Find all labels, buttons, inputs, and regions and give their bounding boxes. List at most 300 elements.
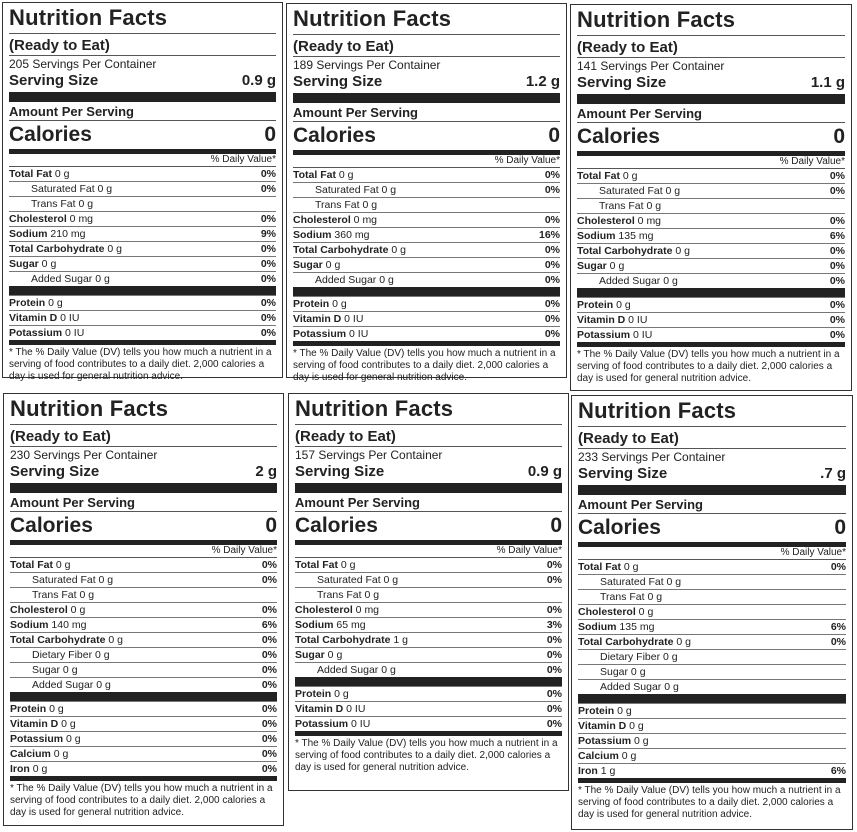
nutrient-name: Protein — [293, 298, 330, 310]
nutrient-name: Saturated Fat 0 g — [315, 184, 397, 196]
nutrient-name: Sodium — [577, 230, 616, 242]
nutrient-amount: 0 IU — [57, 312, 80, 324]
nutrient-row — [293, 311, 560, 326]
nutrient-name: Cholesterol — [578, 606, 636, 618]
calories-label: Calories — [295, 514, 378, 537]
daily-value-footnote: * The % Daily Value (DV) tells you how much a nutrient in a serving of food contributes to a daily diet. 2,000 calories a day is used for general nutrition advice. — [578, 778, 846, 821]
nutrient-daily-value: 0% — [544, 214, 560, 226]
nutrient-row — [578, 718, 846, 733]
servings-per-container: 157 Servings Per Container — [295, 446, 562, 462]
nutrient-row — [9, 256, 276, 271]
nutrient-amount: 0 g — [388, 244, 406, 256]
daily-value-header: % Daily Value* — [293, 155, 560, 168]
nutrient-daily-value: 0% — [261, 748, 277, 760]
amount-per-serving: Amount Per Serving — [10, 495, 135, 510]
nutrient-name: Protein — [577, 299, 614, 311]
nutrient-amount: 0 g — [631, 735, 649, 747]
label-title: Nutrition Facts — [578, 398, 846, 427]
nutrient-row — [295, 558, 562, 572]
nutrient-name: Total Fat — [295, 559, 338, 571]
nutrient-amount: 0 IU — [62, 327, 85, 339]
nutrient-row — [293, 168, 560, 182]
nutrient-amount: 0 g — [105, 634, 123, 646]
daily-value-footnote: * The % Daily Value (DV) tells you how much a nutrient in a serving of food contributes to a daily diet. 2,000 calories a day is used for general nutrition advice. — [9, 340, 276, 383]
nutrient-amount: 0 g — [606, 260, 625, 272]
nutrient-daily-value: 0% — [260, 243, 276, 255]
nutrient-daily-value: 0% — [261, 703, 277, 715]
nutrient-name: Cholesterol — [293, 214, 351, 226]
nutrient-daily-value: 9% — [260, 228, 276, 240]
calories-row — [293, 121, 560, 155]
nutrient-row — [293, 272, 560, 296]
calories-row — [295, 511, 562, 545]
nutrient-daily-value: 0% — [261, 649, 277, 661]
nutrient-row — [577, 228, 845, 243]
nutrient-amount: 0 mg — [634, 215, 662, 227]
nutrient-row — [9, 295, 276, 310]
nutrient-daily-value: 0% — [829, 260, 845, 272]
nutrient-row — [578, 589, 846, 604]
nutrient-row — [9, 167, 276, 181]
nutrient-amount: 0 g — [620, 561, 639, 573]
nutrient-row — [577, 183, 845, 198]
calories-label: Calories — [9, 123, 92, 146]
nutrient-row — [10, 587, 277, 602]
nutrient-name: Protein — [9, 297, 46, 309]
serving-size-label: Serving Size — [295, 463, 385, 480]
nutrient-row — [577, 169, 845, 183]
nutrient-amount: 0 g — [673, 636, 691, 648]
nutrient-name: Trans Fat 0 g — [32, 589, 95, 601]
nutrition-label-1 — [2, 2, 283, 382]
amount-per-serving: Amount Per Serving — [9, 104, 134, 119]
nutrient-row — [578, 703, 846, 718]
nutrient-row — [293, 242, 560, 257]
calories-value: 0 — [834, 516, 846, 539]
nutrient-row — [10, 617, 277, 632]
nutrient-row — [577, 297, 845, 312]
nutrient-name: Total Fat — [293, 169, 336, 181]
nutrient-row — [293, 197, 560, 212]
nutrient-name: Potassium — [293, 328, 347, 340]
nutrient-daily-value: 0% — [544, 244, 560, 256]
serving-size-value: .7 g — [820, 465, 846, 482]
nutrient-name: Vitamin D — [9, 312, 58, 324]
nutrient-row — [10, 731, 277, 746]
nutrient-daily-value: 6% — [261, 619, 277, 631]
nutrient-name: Saturated Fat 0 g — [599, 185, 681, 197]
nutrient-daily-value: 0% — [546, 649, 562, 661]
nutrient-row — [10, 558, 277, 572]
nutrient-row — [293, 257, 560, 272]
nutrient-daily-value: 0% — [546, 574, 562, 586]
nutrient-row — [10, 701, 277, 716]
nutrition-label-3 — [570, 4, 852, 391]
nutrient-daily-value: 0% — [546, 634, 562, 646]
amount-per-serving: Amount Per Serving — [578, 497, 703, 512]
nutrient-amount: 0 g — [50, 748, 69, 760]
nutrient-row — [578, 649, 846, 664]
serving-size-value: 1.2 g — [525, 73, 560, 90]
daily-value-header: % Daily Value* — [10, 545, 277, 558]
nutrient-name: Total Carbohydrate — [293, 244, 389, 256]
nutrient-row — [9, 271, 276, 295]
calories-label: Calories — [10, 514, 93, 537]
nutrient-daily-value: 0% — [546, 604, 562, 616]
nutrient-name: Added Sugar 0 g — [317, 664, 396, 676]
nutrient-amount: 0 g — [618, 750, 637, 762]
nutrient-name: Cholesterol — [577, 215, 635, 227]
nutrient-amount: 0 g — [29, 763, 48, 775]
nutrient-name: Added Sugar 0 g — [315, 274, 394, 286]
daily-value-header: % Daily Value* — [578, 547, 846, 560]
nutrient-daily-value: 0% — [544, 259, 560, 271]
nutrient-name: Sodium — [9, 228, 48, 240]
nutrient-row — [577, 273, 845, 297]
amount-per-serving: Amount Per Serving — [295, 495, 420, 510]
nutrient-list — [9, 167, 276, 340]
nutrient-row — [578, 679, 846, 703]
nutrient-daily-value: 6% — [830, 765, 846, 777]
nutrient-amount: 1 g — [597, 765, 616, 777]
calories-value: 0 — [548, 124, 560, 147]
nutrient-list — [295, 558, 562, 731]
nutrient-list — [293, 168, 560, 341]
nutrient-row — [295, 686, 562, 701]
serving-size — [10, 462, 277, 493]
label-subtitle: (Ready to Eat) — [293, 38, 394, 55]
nutrient-daily-value: 0% — [260, 297, 276, 309]
nutrient-daily-value: 0% — [544, 328, 560, 340]
label-subtitle: (Ready to Eat) — [577, 39, 678, 56]
nutrient-name: Protein — [10, 703, 47, 715]
nutrient-amount: 0 IU — [341, 313, 364, 325]
calories-row — [10, 511, 277, 545]
nutrient-amount: 0 g — [322, 259, 341, 271]
nutrient-name: Saturated Fat 0 g — [600, 576, 682, 588]
nutrient-daily-value: 3% — [546, 619, 562, 631]
nutrition-label-6 — [571, 395, 853, 830]
calories-label: Calories — [578, 516, 661, 539]
serving-size — [293, 72, 560, 103]
nutrient-name: Protein — [578, 705, 615, 717]
servings-per-container: 233 Servings Per Container — [578, 448, 846, 464]
nutrient-row — [10, 662, 277, 677]
nutrient-name: Total Fat — [578, 561, 621, 573]
daily-value-footnote: * The % Daily Value (DV) tells you how much a nutrient in a serving of food contributes to a daily diet. 2,000 calories a day is used for general nutrition advice. — [293, 341, 560, 384]
servings-per-container: 205 Servings Per Container — [9, 55, 276, 71]
nutrient-daily-value: 6% — [830, 621, 846, 633]
nutrient-name: Calcium — [578, 750, 619, 762]
nutrient-daily-value: 0% — [260, 273, 276, 285]
nutrient-row — [295, 572, 562, 587]
nutrient-row — [9, 226, 276, 241]
serving-size-value: 0.9 g — [527, 463, 562, 480]
nutrient-amount: 1 g — [390, 634, 408, 646]
nutrient-amount: 0 g — [67, 604, 86, 616]
nutrient-row — [578, 604, 846, 619]
nutrient-row — [578, 574, 846, 589]
nutrient-name: Sugar — [9, 258, 39, 270]
nutrient-daily-value: 0% — [260, 183, 276, 195]
nutrient-name: Iron — [10, 763, 30, 775]
serving-size-label: Serving Size — [293, 73, 383, 90]
nutrient-daily-value: 0% — [829, 329, 845, 341]
calories-value: 0 — [833, 125, 845, 148]
nutrient-daily-value: 16% — [538, 229, 560, 241]
nutrient-name: Calcium — [10, 748, 51, 760]
nutrient-row — [293, 296, 560, 311]
label-subtitle: (Ready to Eat) — [9, 37, 110, 54]
nutrient-name: Total Carbohydrate — [578, 636, 674, 648]
nutrient-name: Sugar 0 g — [32, 664, 78, 676]
calories-row — [578, 513, 846, 547]
nutrient-row — [295, 662, 562, 686]
nutrient-name: Added Sugar 0 g — [599, 275, 678, 287]
serving-size — [9, 71, 276, 102]
nutrient-daily-value: 0% — [260, 312, 276, 324]
nutrient-amount: 0 g — [614, 705, 632, 717]
nutrient-name: Vitamin D — [578, 720, 627, 732]
nutrition-label-2 — [286, 3, 567, 383]
nutrient-daily-value: 0% — [829, 170, 845, 182]
nutrient-amount: 0 g — [619, 170, 638, 182]
nutrient-row — [577, 198, 845, 213]
nutrient-row — [9, 310, 276, 325]
nutrient-daily-value: 0% — [261, 763, 277, 775]
nutrient-name: Trans Fat 0 g — [315, 199, 378, 211]
label-title: Nutrition Facts — [577, 7, 845, 36]
nutrient-daily-value: 0% — [829, 299, 845, 311]
nutrient-row — [10, 632, 277, 647]
nutrient-name: Total Fat — [10, 559, 53, 571]
nutrient-list — [577, 169, 845, 342]
nutrient-name: Saturated Fat 0 g — [31, 183, 113, 195]
nutrient-name: Potassium — [10, 733, 64, 745]
nutrient-row — [578, 619, 846, 634]
nutrient-name: Sodium — [295, 619, 334, 631]
serving-size-label: Serving Size — [578, 465, 668, 482]
nutrient-amount: 135 mg — [615, 230, 654, 242]
nutrient-row — [295, 632, 562, 647]
nutrient-name: Total Carbohydrate — [295, 634, 391, 646]
nutrient-name: Trans Fat 0 g — [31, 198, 94, 210]
nutrient-amount: 0 IU — [348, 718, 371, 730]
nutrient-name: Sugar 0 g — [600, 666, 646, 678]
nutrient-amount: 0 g — [104, 243, 122, 255]
serving-size-label: Serving Size — [9, 72, 99, 89]
nutrient-list — [10, 558, 277, 776]
nutrient-name: Cholesterol — [295, 604, 353, 616]
nutrient-row — [295, 701, 562, 716]
servings-per-container: 189 Servings Per Container — [293, 56, 560, 72]
nutrient-amount: 210 mg — [47, 228, 86, 240]
nutrient-daily-value: 0% — [261, 718, 277, 730]
nutrient-name: Total Fat — [9, 168, 52, 180]
nutrient-amount: 0 g — [635, 606, 654, 618]
daily-value-footnote: * The % Daily Value (DV) tells you how much a nutrient in a serving of food contributes to a daily diet. 2,000 calories a day is used for general nutrition advice. — [10, 776, 277, 819]
nutrient-name: Vitamin D — [577, 314, 626, 326]
nutrient-daily-value: 0% — [830, 636, 846, 648]
nutrient-name: Sugar — [577, 260, 607, 272]
nutrient-name: Trans Fat 0 g — [599, 200, 662, 212]
label-title: Nutrition Facts — [293, 6, 560, 35]
nutrient-name: Added Sugar 0 g — [31, 273, 110, 285]
nutrient-row — [577, 312, 845, 327]
nutrient-row — [578, 748, 846, 763]
nutrient-amount: 0 g — [613, 299, 631, 311]
nutrient-name: Trans Fat 0 g — [600, 591, 663, 603]
nutrient-row — [293, 227, 560, 242]
nutrient-name: Vitamin D — [10, 718, 59, 730]
nutrient-daily-value: 0% — [261, 604, 277, 616]
nutrient-row — [10, 572, 277, 587]
nutrient-name: Sodium — [578, 621, 617, 633]
nutrient-amount: 0 IU — [343, 703, 366, 715]
nutrient-amount: 0 g — [51, 168, 70, 180]
nutrient-row — [9, 325, 276, 340]
nutrient-daily-value: 0% — [260, 258, 276, 270]
nutrient-amount: 0 g — [58, 718, 76, 730]
nutrient-daily-value: 0% — [261, 574, 277, 586]
nutrient-amount: 0 g — [672, 245, 690, 257]
nutrient-daily-value: 0% — [546, 703, 562, 715]
nutrient-name: Total Fat — [577, 170, 620, 182]
calories-value: 0 — [264, 123, 276, 146]
nutrient-amount: 0 g — [46, 703, 64, 715]
nutrient-name: Sugar — [293, 259, 323, 271]
serving-size — [578, 464, 846, 495]
calories-value: 0 — [265, 514, 277, 537]
serving-size-label: Serving Size — [10, 463, 100, 480]
nutrient-row — [577, 243, 845, 258]
nutrient-row — [9, 196, 276, 211]
nutrient-row — [9, 211, 276, 226]
nutrient-amount: 0 IU — [630, 329, 653, 341]
nutrient-daily-value: 0% — [544, 298, 560, 310]
nutrient-name: Added Sugar 0 g — [32, 679, 111, 691]
nutrient-daily-value: 0% — [261, 664, 277, 676]
nutrient-daily-value: 0% — [830, 561, 846, 573]
nutrient-name: Total Carbohydrate — [9, 243, 105, 255]
nutrition-label-5 — [288, 393, 569, 791]
nutrient-row — [577, 213, 845, 228]
nutrient-daily-value: 0% — [546, 664, 562, 676]
nutrient-amount: 0 g — [331, 688, 349, 700]
serving-size — [295, 462, 562, 493]
nutrient-amount: 0 IU — [625, 314, 648, 326]
amount-per-serving: Amount Per Serving — [577, 106, 702, 121]
nutrient-row — [578, 634, 846, 649]
nutrient-amount: 0 mg — [352, 604, 380, 616]
calories-row — [9, 120, 276, 154]
nutrient-daily-value: 0% — [546, 559, 562, 571]
nutrient-row — [577, 258, 845, 273]
daily-value-footnote: * The % Daily Value (DV) tells you how much a nutrient in a serving of food contributes to a daily diet. 2,000 calories a day is used for general nutrition advice. — [577, 342, 845, 385]
nutrient-name: Sodium — [293, 229, 332, 241]
daily-value-footnote: * The % Daily Value (DV) tells you how much a nutrient in a serving of food contributes to a daily diet. 2,000 calories a day is used for general nutrition advice. — [295, 731, 562, 774]
nutrient-row — [293, 212, 560, 227]
nutrient-name: Potassium — [577, 329, 631, 341]
serving-size — [577, 73, 845, 104]
nutrient-amount: 135 mg — [616, 621, 655, 633]
nutrient-daily-value: 0% — [261, 679, 277, 691]
serving-size-value: 1.1 g — [810, 74, 845, 91]
label-title: Nutrition Facts — [9, 5, 276, 34]
nutrient-daily-value: 0% — [829, 215, 845, 227]
nutrient-name: Saturated Fat 0 g — [317, 574, 399, 586]
nutrition-label-4 — [3, 393, 284, 826]
nutrient-row — [10, 761, 277, 776]
nutrient-name: Vitamin D — [295, 703, 344, 715]
nutrient-row — [10, 746, 277, 761]
nutrient-row — [577, 327, 845, 342]
nutrient-daily-value: 0% — [546, 688, 562, 700]
nutrient-row — [578, 763, 846, 778]
nutrient-daily-value: 0% — [260, 327, 276, 339]
nutrient-daily-value: 0% — [546, 718, 562, 730]
calories-label: Calories — [293, 124, 376, 147]
calories-label: Calories — [577, 125, 660, 148]
label-subtitle: (Ready to Eat) — [578, 430, 679, 447]
servings-per-container: 230 Servings Per Container — [10, 446, 277, 462]
nutrient-daily-value: 0% — [829, 275, 845, 287]
nutrient-row — [295, 602, 562, 617]
nutrient-row — [295, 587, 562, 602]
nutrient-row — [10, 602, 277, 617]
serving-size-value: 0.9 g — [241, 72, 276, 89]
nutrient-row — [9, 181, 276, 196]
nutrient-daily-value: 0% — [261, 634, 277, 646]
nutrient-amount: 0 g — [324, 649, 343, 661]
nutrient-amount: 0 g — [626, 720, 644, 732]
nutrient-daily-value: 0% — [260, 168, 276, 180]
nutrient-amount: 0 g — [337, 559, 356, 571]
label-subtitle: (Ready to Eat) — [295, 428, 396, 445]
label-subtitle: (Ready to Eat) — [10, 428, 111, 445]
nutrient-row — [578, 560, 846, 574]
nutrient-list — [578, 560, 846, 778]
nutrient-amount: 0 g — [45, 297, 63, 309]
amount-per-serving: Amount Per Serving — [293, 105, 418, 120]
nutrient-daily-value: 0% — [544, 313, 560, 325]
nutrient-daily-value: 0% — [260, 213, 276, 225]
nutrient-name: Dietary Fiber 0 g — [600, 651, 678, 663]
nutrient-name: Cholesterol — [9, 213, 67, 225]
nutrient-daily-value: 0% — [829, 185, 845, 197]
nutrient-amount: 0 IU — [346, 328, 369, 340]
serving-size-value: 2 g — [255, 463, 277, 480]
nutrient-name: Saturated Fat 0 g — [32, 574, 114, 586]
nutrient-name: Trans Fat 0 g — [317, 589, 380, 601]
nutrient-name: Iron — [578, 765, 598, 777]
nutrient-row — [10, 647, 277, 662]
daily-value-header: % Daily Value* — [295, 545, 562, 558]
nutrient-row — [10, 677, 277, 701]
nutrient-amount: 65 mg — [333, 619, 366, 631]
nutrient-name: Total Carbohydrate — [10, 634, 106, 646]
nutrient-daily-value: 0% — [544, 169, 560, 181]
nutrient-name: Sodium — [10, 619, 49, 631]
label-title: Nutrition Facts — [10, 396, 277, 425]
calories-row — [577, 122, 845, 156]
nutrient-daily-value: 6% — [829, 230, 845, 242]
nutrient-daily-value: 0% — [261, 559, 277, 571]
nutrient-name: Vitamin D — [293, 313, 342, 325]
nutrient-amount: 140 mg — [48, 619, 87, 631]
nutrient-daily-value: 0% — [544, 274, 560, 286]
nutrient-daily-value: 0% — [544, 184, 560, 196]
